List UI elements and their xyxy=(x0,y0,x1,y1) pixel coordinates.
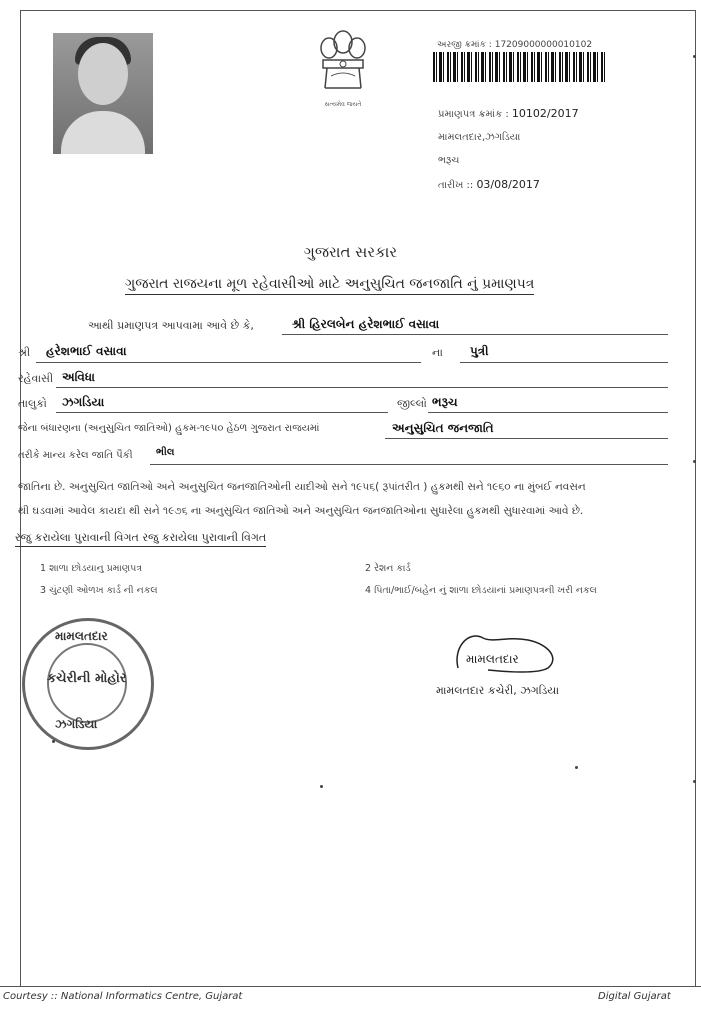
issuing-office: મામલતદાર,ઝગડિયા xyxy=(438,132,521,143)
application-number xyxy=(437,40,592,50)
government-title: ગુજરાત સરકાર xyxy=(303,243,398,261)
evidence-item-2: 2 રેશન કાર્ડ xyxy=(365,563,411,574)
applicant-name: શ્રી હિરલબેન હરેશભાઈ વસાવા xyxy=(292,317,440,331)
app-no-label: અરજી ક્રમાંક : xyxy=(437,40,492,50)
evidence-item-1: 1 શાળા છોડયાનુ પ્રમાણપત્ર xyxy=(40,563,143,574)
cert-no-label: પ્રમાણપત્ર ક્રમાંક : xyxy=(438,109,509,120)
recognized-label: તરીકે માન્ય કરેલ જાતિ પૈકી xyxy=(18,450,133,461)
speck xyxy=(693,460,696,463)
date-label: તારીખ :: xyxy=(438,180,474,191)
cert-no-value: 10102/2017 xyxy=(511,107,579,120)
seal-bottom-text: ઝગડિયા xyxy=(55,717,98,731)
district-value: ભરૂચ xyxy=(432,395,458,409)
relation: પુત્રી xyxy=(470,344,489,358)
resident-village: અવિધા xyxy=(62,370,95,384)
category-value: અનુસુચિત જનજાતિ xyxy=(392,421,494,435)
district-line xyxy=(428,412,668,413)
legal-paragraph-1: જાતિના છે. અનુસુચિત જાતિઓ અને અનુસુચિત જનજાતિઓની યાદીઓ સને ૧૯૫૬( રૂપાંતરીત ) હુકમથી સને ૧૯૬૦ ના મુંબઈ નવસન xyxy=(18,481,586,493)
category-line xyxy=(385,438,668,439)
shri-label: શ્રી xyxy=(18,346,31,359)
evidence-item-3: 3 ચુંટણી ઓળખ કાર્ડ ની નકલ xyxy=(40,585,158,596)
ashoka-emblem-icon xyxy=(311,26,375,98)
taluka-line xyxy=(56,412,388,413)
relation-prefix: ના xyxy=(432,346,443,359)
applicant-photo xyxy=(53,33,153,154)
app-no-value: 17209000000010102 xyxy=(494,40,593,50)
certificate-border xyxy=(20,10,696,987)
issuing-district: ભરૂચ xyxy=(438,155,460,166)
taluka-label: તાલુકો xyxy=(18,397,47,410)
caste-line xyxy=(150,464,668,465)
district-label: જીલ્લો xyxy=(397,397,427,410)
applicant-line xyxy=(282,334,668,335)
certificate-number xyxy=(438,107,579,120)
photo-shoulders xyxy=(61,111,145,154)
resident-line xyxy=(56,387,668,388)
footer-divider xyxy=(0,986,701,987)
legal-paragraph-2: થી ઘડવામાં આવેલ કાયદા થી સને ૧૯૭૬ ના અનુસુચિત જાતિઓ અને અનુસુચિત જનજાતિઓના સુધારેલા હુકમથી સુધારવામાં આવે છે. xyxy=(18,505,584,517)
footer-courtesy: Courtesy :: National Informatics Centre, Gujarat xyxy=(3,991,243,1002)
resident-label: રહેવાસી xyxy=(18,372,54,385)
evidence-heading: રજુ કરાયેલા પુરાવાની વિગત રજુ કરાયેલા પુરાવાની વિગત xyxy=(15,531,266,547)
barcode xyxy=(433,52,605,82)
certificate-title: ગુજરાત રાજયના મૂળ રહેવાસીઓ માટે અનુસુચિત જનજાતિ નું પ્રમાણપત્ર xyxy=(125,276,534,295)
evidence-item-4: 4 પિતા/ભાઈ/બહેન નું શાળા છોડયાનાં પ્રમાણપત્રની ખરી નકલ xyxy=(365,585,597,596)
footer-brand: Digital Gujarat xyxy=(598,991,671,1002)
speck xyxy=(693,780,696,783)
signatory-office: મામલતદાર કચેરી, ઝગડિયા xyxy=(436,684,560,697)
issue-date xyxy=(438,178,540,191)
emblem-motto: સત્યમેવ જયતે xyxy=(324,101,362,108)
seal-top-text: મામલતદાર xyxy=(55,629,108,643)
signature-text: મામલતદાર xyxy=(466,652,519,666)
order-text: જેના બંધારણના (અનુસુચિત જાતિઓ) હુકમ-૧૯૫૦ હેઠળ ગુજરાત રાજયમાં xyxy=(18,423,320,434)
photo-face xyxy=(78,43,128,105)
speck xyxy=(693,55,696,58)
seal-center-text: કચેરીની મોહોર xyxy=(47,671,127,686)
speck xyxy=(575,766,578,769)
parent-name: હરેશભાઈ વસાવા xyxy=(46,344,127,358)
relation-line xyxy=(460,362,668,363)
office-seal xyxy=(22,618,154,750)
intro-text: આથી પ્રમાણપત્ર આપવામા આવે છે કે, xyxy=(88,319,254,332)
taluka-value: ઝગડિયા xyxy=(62,395,105,409)
caste-value: ભીલ xyxy=(156,447,175,458)
parent-line xyxy=(36,362,421,363)
speck xyxy=(52,740,55,743)
speck xyxy=(320,785,323,788)
date-value: 03/08/2017 xyxy=(476,178,540,191)
